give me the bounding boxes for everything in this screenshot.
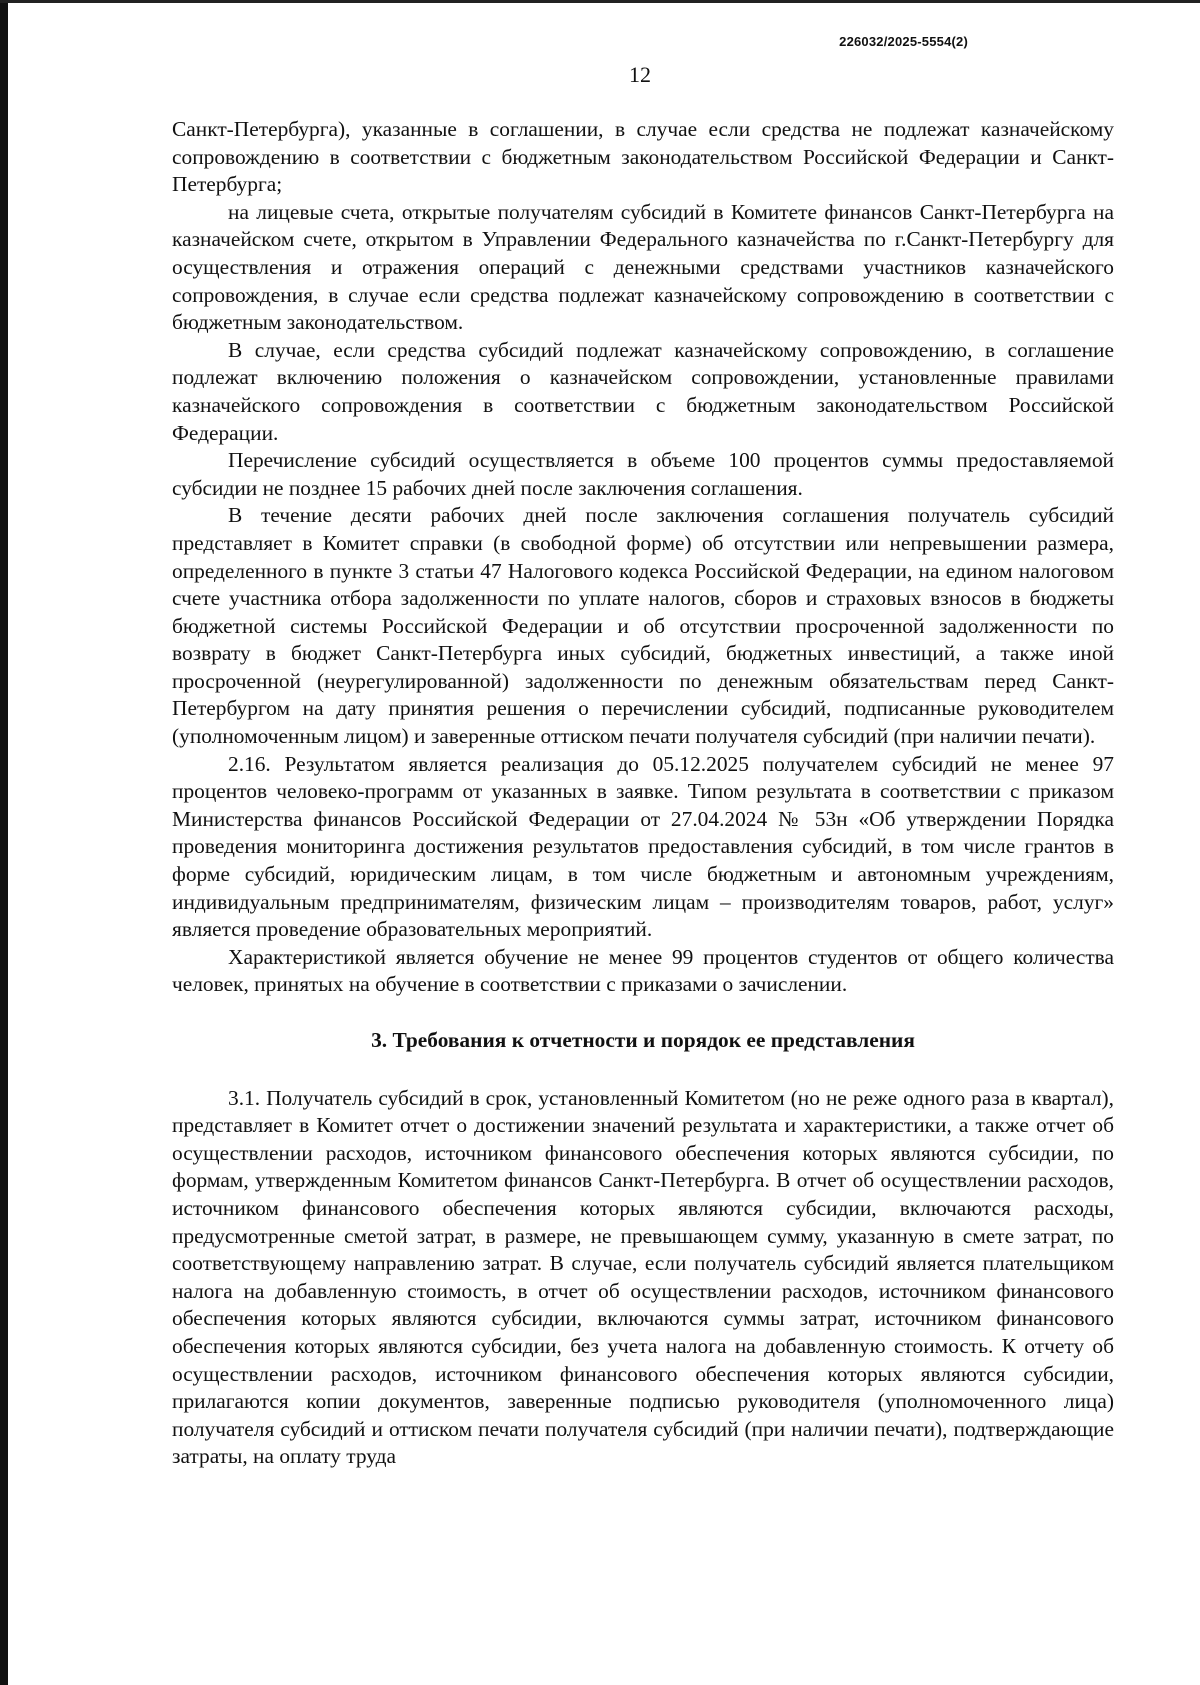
paragraph-2: на лицевые счета, открытые получателям субсидий в Комитете финансов Санкт-Петербурга на казначейском счете, открытом в Управлении Федерального казначейства по г.Санкт-Петербургу для осуществления и отражения операций с денежными средствами участников казначейского сопровождения, в случае если средства подлежат казначейскому сопровождению в соответствии с бюджетным законодательством. — [172, 199, 1114, 335]
paragraph-5: В течение десяти рабочих дней после заключения соглашения получатель субсидий представляет в Комитет справки (в свободной форме) об отсутствии или непревышении размера, определенного в пункте 3 статьи 47 Налогового кодекса Российской Федерации, на едином налоговом счете участника отбора задолженности по уплате налогов, сборов и страховых взносов в бюджеты бюджетной системы Российской Федерации и об отсутствии просроченной задолженности по возврату в бюджет Санкт-Петербурга иных субсидий, бюджетных инвестиций, а также иной просроченной (неурегулированной) задолженности по денежным обязательствам перед Санкт-Петербургом на дату принятия решения о перечислении субсидий, подписанные руководителем (уполномоченным лицом) и заверенные оттиском печати получателя субсидий (при наличии печати). — [172, 503, 1114, 749]
document-registration-number: 226032/2025-5554(2) — [839, 34, 968, 49]
paragraph-6: 2.16. Результатом является реализация до 05.12.2025 получателем субсидий не менее 97 процентов человеко-программ от указанных в заявке. Типом результата в соответствии с приказом Министерства финансов Российской Федерации от 27.04.2024 № 53н «Об утверждении Порядка проведения мониторинга достижения результатов предоставления субсидий, в том числе грантов в форме субсидий, юридическим лицам, в том числе бюджетным и автономным учреждениям, индивидуальным предпринимателям, физическим лицам – производителям товаров, работ, услуг» является проведение образовательных мероприятий. — [172, 751, 1114, 942]
paragraph-4: Перечисление субсидий осуществляется в объеме 100 процентов суммы предоставляемой субсидии не позднее 15 рабочих дней после заключения соглашения. — [172, 448, 1114, 500]
scan-left-edge — [0, 0, 8, 1685]
page-number: 12 — [629, 62, 651, 87]
paragraph-8: 3.1. Получатель субсидий в срок, установленный Комитетом (но не реже одного раза в квартал), представляет в Комитет отчет о достижении значений результата и характеристики, а также отчет об осуществлении расходов, источником финансового обеспечения которых являются субсидии, по формам, утвержденным Комитетом финансов Санкт-Петербурга. В отчет об осуществлении расходов, источником финансового обеспечения которых являются субсидии, включаются расходы, предусмотренные сметой затрат, в размере, не превышающем сумму, указанную в смете затрат, по соответствующему направлению затрат. В случае, если получатель субсидий является плательщиком налога на добавленную стоимость, в отчет об осуществлении расходов, источником финансового обеспечения которых являются субсидии, включаются суммы затрат, источником финансового обеспечения которых являются субсидии, без учета налога на добавленную стоимость. К отчету об осуществлении расходов, источником финансового обеспечения которых являются субсидии, прилагаются копии документов, заверенные подписью руководителя (уполномоченного лица) получателя субсидий и оттиском печати получателя субсидий (при наличии печати), подтверждающие затраты, на оплату труда — [172, 1085, 1114, 1469]
scan-top-edge — [0, 0, 1200, 3]
section-heading: 3. Требования к отчетности и порядок ее представления — [371, 1028, 915, 1052]
paragraph-3: В случае, если средства субсидий подлежат казначейскому сопровождению, в соглашение подлежат включению положения о казначейском сопровождении, установленные правилами казначейского сопровождения в соответствии с бюджетным законодательством Российской Федерации. — [172, 337, 1114, 445]
document-body — [172, 116, 1114, 1471]
paragraph-7: Характеристикой является обучение не менее 99 процентов студентов от общего количества человек, принятых на обучение в соответствии с приказами о зачислении. — [172, 944, 1114, 997]
paragraph-1: Санкт-Петербурга), указанные в соглашении, в случае если средства не подлежат казначейскому сопровождению в соответствии с бюджетным законодательством Российской Федерации и Санкт-Петербурга; — [172, 117, 1114, 197]
